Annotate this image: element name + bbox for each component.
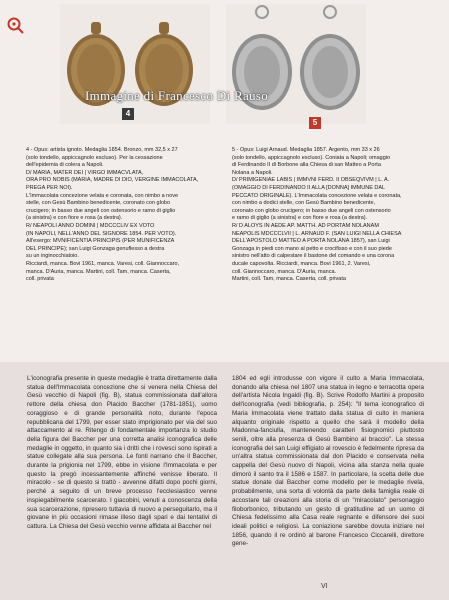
body-paragraph: L'iconografia presente in queste medaglie è tratta direttamente dalla statua dell'Immacolata concezione che si venera nella Chiesa del Gesù vecchio di Napoli (fig. B), statua commissionata dall'allora rettore della chiesa don Placido Baccher (1781-1851), uomo coraggioso e di grande personalità noto, durante l'epoca repubblicana del 1799, per esser stato imprigionato per via del suo attaccamento al re. Ritengo di fondamentale importanza lo studio della figura del Baccher per una corretta analisi iconografica delle medaglie in oggetto, in quanto sia i dritti che i rovesci sono ispirati a statue collegate alla sua persona. Le fonti narrano che il Baccher, durante la prigionia nel 1799, ebbe in visione l'Immacolata e per questo la pregò incessantemente affinché venisse liberato. Il miracolo - se di questo si trattò - avvenne difatti dopo pochi giorni, perché a seguito di un breve processo l'ecclesiastico venne inspiegabilmente scarcerato. I giacobini, venuti a conoscenza della sua scarcerazione, ripresero tuttavia di nuovo a perseguitarlo, ma il giovane in più occasioni rimase illeso dagli spari e dai tentativi di cattura. La Chiesa del Gesù vecchio venne affidata al Baccher nel [27, 375, 217, 530]
watermark: Immagine di Francesco Di Rauso [85, 88, 269, 103]
caption-line: su un inginocchiatoio. [26, 253, 79, 260]
caption-line: R/ D ALOYS IN AEDE AP. MATTH. AD PORTAM NOLANAM [232, 222, 379, 229]
page-number: VI [321, 583, 328, 590]
caption-line: All'esergo: MVNIFICENTIA PRINCIPIS (PER MUNIFICENZA [26, 238, 175, 245]
caption-line: D/ PRIMIGENIAE LABIS | IMMVNI FERD. II OBSEQVIVM | L. A. [232, 177, 390, 184]
caption-line: coronato con globo crucigero; in basso due angeli con ostensorio [232, 207, 391, 214]
body-column-right [232, 375, 424, 549]
caption-line: 4 - Opus: artista ignoto. Medaglia 1854. Bronzo, mm 32,5 x 27 [26, 147, 178, 153]
body-paragraph: 1804 ed egli introdusse con vigore il culto a Maria Immacolata, donando alla chiesa nel 1807 una statua in legno e terracotta opera dell'artista Nicola Ingaldi (fig. B). Scrive Rodolfo Martini a proposito dell'iconografia (vedi bibliografia, p. 254): "Il tema iconografico di Maria Immacolata viene trattato dalla statua di culto in maniera alquanto originale rispetto a quello che sarà il modello della Madonna-fanciulla, mantenendo caratteri fisiognomici piuttosto senili, oltre alla presenza di Gesù Bambino al braccio". La stessa iconografia del san Luigi effigiato al rovescio è fedelmente ripresa da un'altra statua commissionata dal don Placido e conservata nella cappella del Gesù nuovo di Napoli, vicina alla stanza nella quale dimorò il santo tra il 1586 e 1587. In particolare, la scelta delle due statue donate dal Baccher come modello per le medaglie rivela, probabilmente, una sorta di volontà da parte della famiglia reale di accostare tali creazioni alla storia di un "miracolato" personaggio filoborbonico, tributando un gesto di gratitudine ad un uomo di Chiesa fedelissimo alla Casa reale regnante e difensore dei suoi ideali politici e religiosi. La coniazione sarebbe dovuta iniziare nel 1856, quando il re ordinò al barone Francesco Ciccarelli, direttore gene- [232, 375, 424, 548]
caption-line: 5 - Opus: Luigi Arnaud. Medaglia 1857. Argento, mm 33 x 26 [232, 147, 380, 153]
caption-line: PREGA PER NOI). [26, 184, 73, 191]
caption-medal-1854 [26, 147, 222, 284]
caption-line: DELL'APOSTOLO MATTEO A PORTA NOLANA 1857), san Luigi [232, 238, 390, 245]
caption-line: (IN NAPOLI, NELL'ANNO DEL SIGNORE 1854. PER VOTO). [26, 230, 177, 237]
caption-line: coll. Giannoccaro, manca. D'Auria, manca. [232, 268, 337, 275]
figure-number-5: 5 [309, 117, 321, 129]
caption-line: sinistro nell'atto di calpestare il bastone del comando e una corona [232, 253, 395, 260]
caption-line: (solo tondello, appiccagnolo escluso). Per la cessazione [26, 154, 163, 161]
figure-number-4: 4 [122, 108, 134, 120]
caption-line: crucigero; in basso due angeli con ostensorio e ramo di giglio [26, 207, 176, 214]
caption-line: L'Immacolata concezione velata e coronata, con nimbo a nove [26, 192, 179, 199]
caption-line: Gonzaga in piedi con mano al petto e crocifisso e con il suo piede [232, 245, 392, 252]
medal-photo-1854 [60, 4, 210, 124]
caption-line: R/ NEAPOLI ANNO DOMINI | MDCCCLIV EX VOTO [26, 222, 155, 229]
caption-line: Martini, coll. Tam, manca. Caserta, coll. privata [232, 276, 346, 283]
logo-icon [6, 16, 26, 36]
caption-line: e ramo di giglio (a sinistra) e con fiore e rosa (a destra). [232, 215, 368, 222]
caption-line: manca. D'Auria, manca. Martini, coll. Tam, manca. Caserta, [26, 268, 171, 275]
caption-line: Nolana a Napoli. [232, 169, 273, 176]
caption-line: D/ MARIA, MATER DEI | VIRGO IMMACVLATA, [26, 169, 144, 176]
medal-image-1854 [60, 4, 210, 124]
caption-line: (solo tondello, appiccagnolo escluso). Coniata a Napoli; omaggio [232, 154, 391, 161]
caption-line: NEAPOLIS MDCCCLVII | L. ARNAUD F. (SAN LUIGI NELLA CHIESA [232, 230, 402, 237]
caption-line: dell'epidemia di colera a Napoli. [26, 162, 104, 169]
caption-line: (OMAGGIO DI FERDINANDO II ALLA [DONNA] IMMUNE DAL [232, 184, 386, 191]
medal-image-1857 [226, 4, 366, 124]
caption-line: ORA PRO NOBIS (MARIA, MADRE DI DIO, VERGINE IMMACOLATA, [26, 177, 199, 184]
medal-photo-1857 [226, 4, 366, 124]
caption-line: coll. privata [26, 276, 54, 283]
caption-line: ducale capovolta. Ricciardi, manca. Bovi 1961, 2. Varesi, [232, 260, 371, 267]
caption-line: Ricciardi, manca. Bovi 1961, manca. Varesi, coll. Giannoccaro, [26, 260, 180, 267]
body-column-left [27, 375, 217, 532]
caption-line: (a sinistra) e con fiore e rosa (a destra). [26, 215, 123, 222]
caption-line: DEL PRINCIPE); san Luigi Gonzaga genuflesso a destra [26, 245, 165, 252]
caption-line: di Ferdinando II di Borbone alla Chiesa di san Matteo a Porta [232, 162, 381, 169]
caption-line: PECCATO ORIGINALE). L'Immacolata concezione velata e coronata, [232, 192, 402, 199]
caption-medal-1857 [232, 147, 428, 284]
caption-line: stelle, con Gesù Bambino benedicente, coronato con globo [26, 200, 171, 207]
caption-line: con nimbo a dodici stelle, con Gesù Bambino benedicente, [232, 200, 376, 207]
